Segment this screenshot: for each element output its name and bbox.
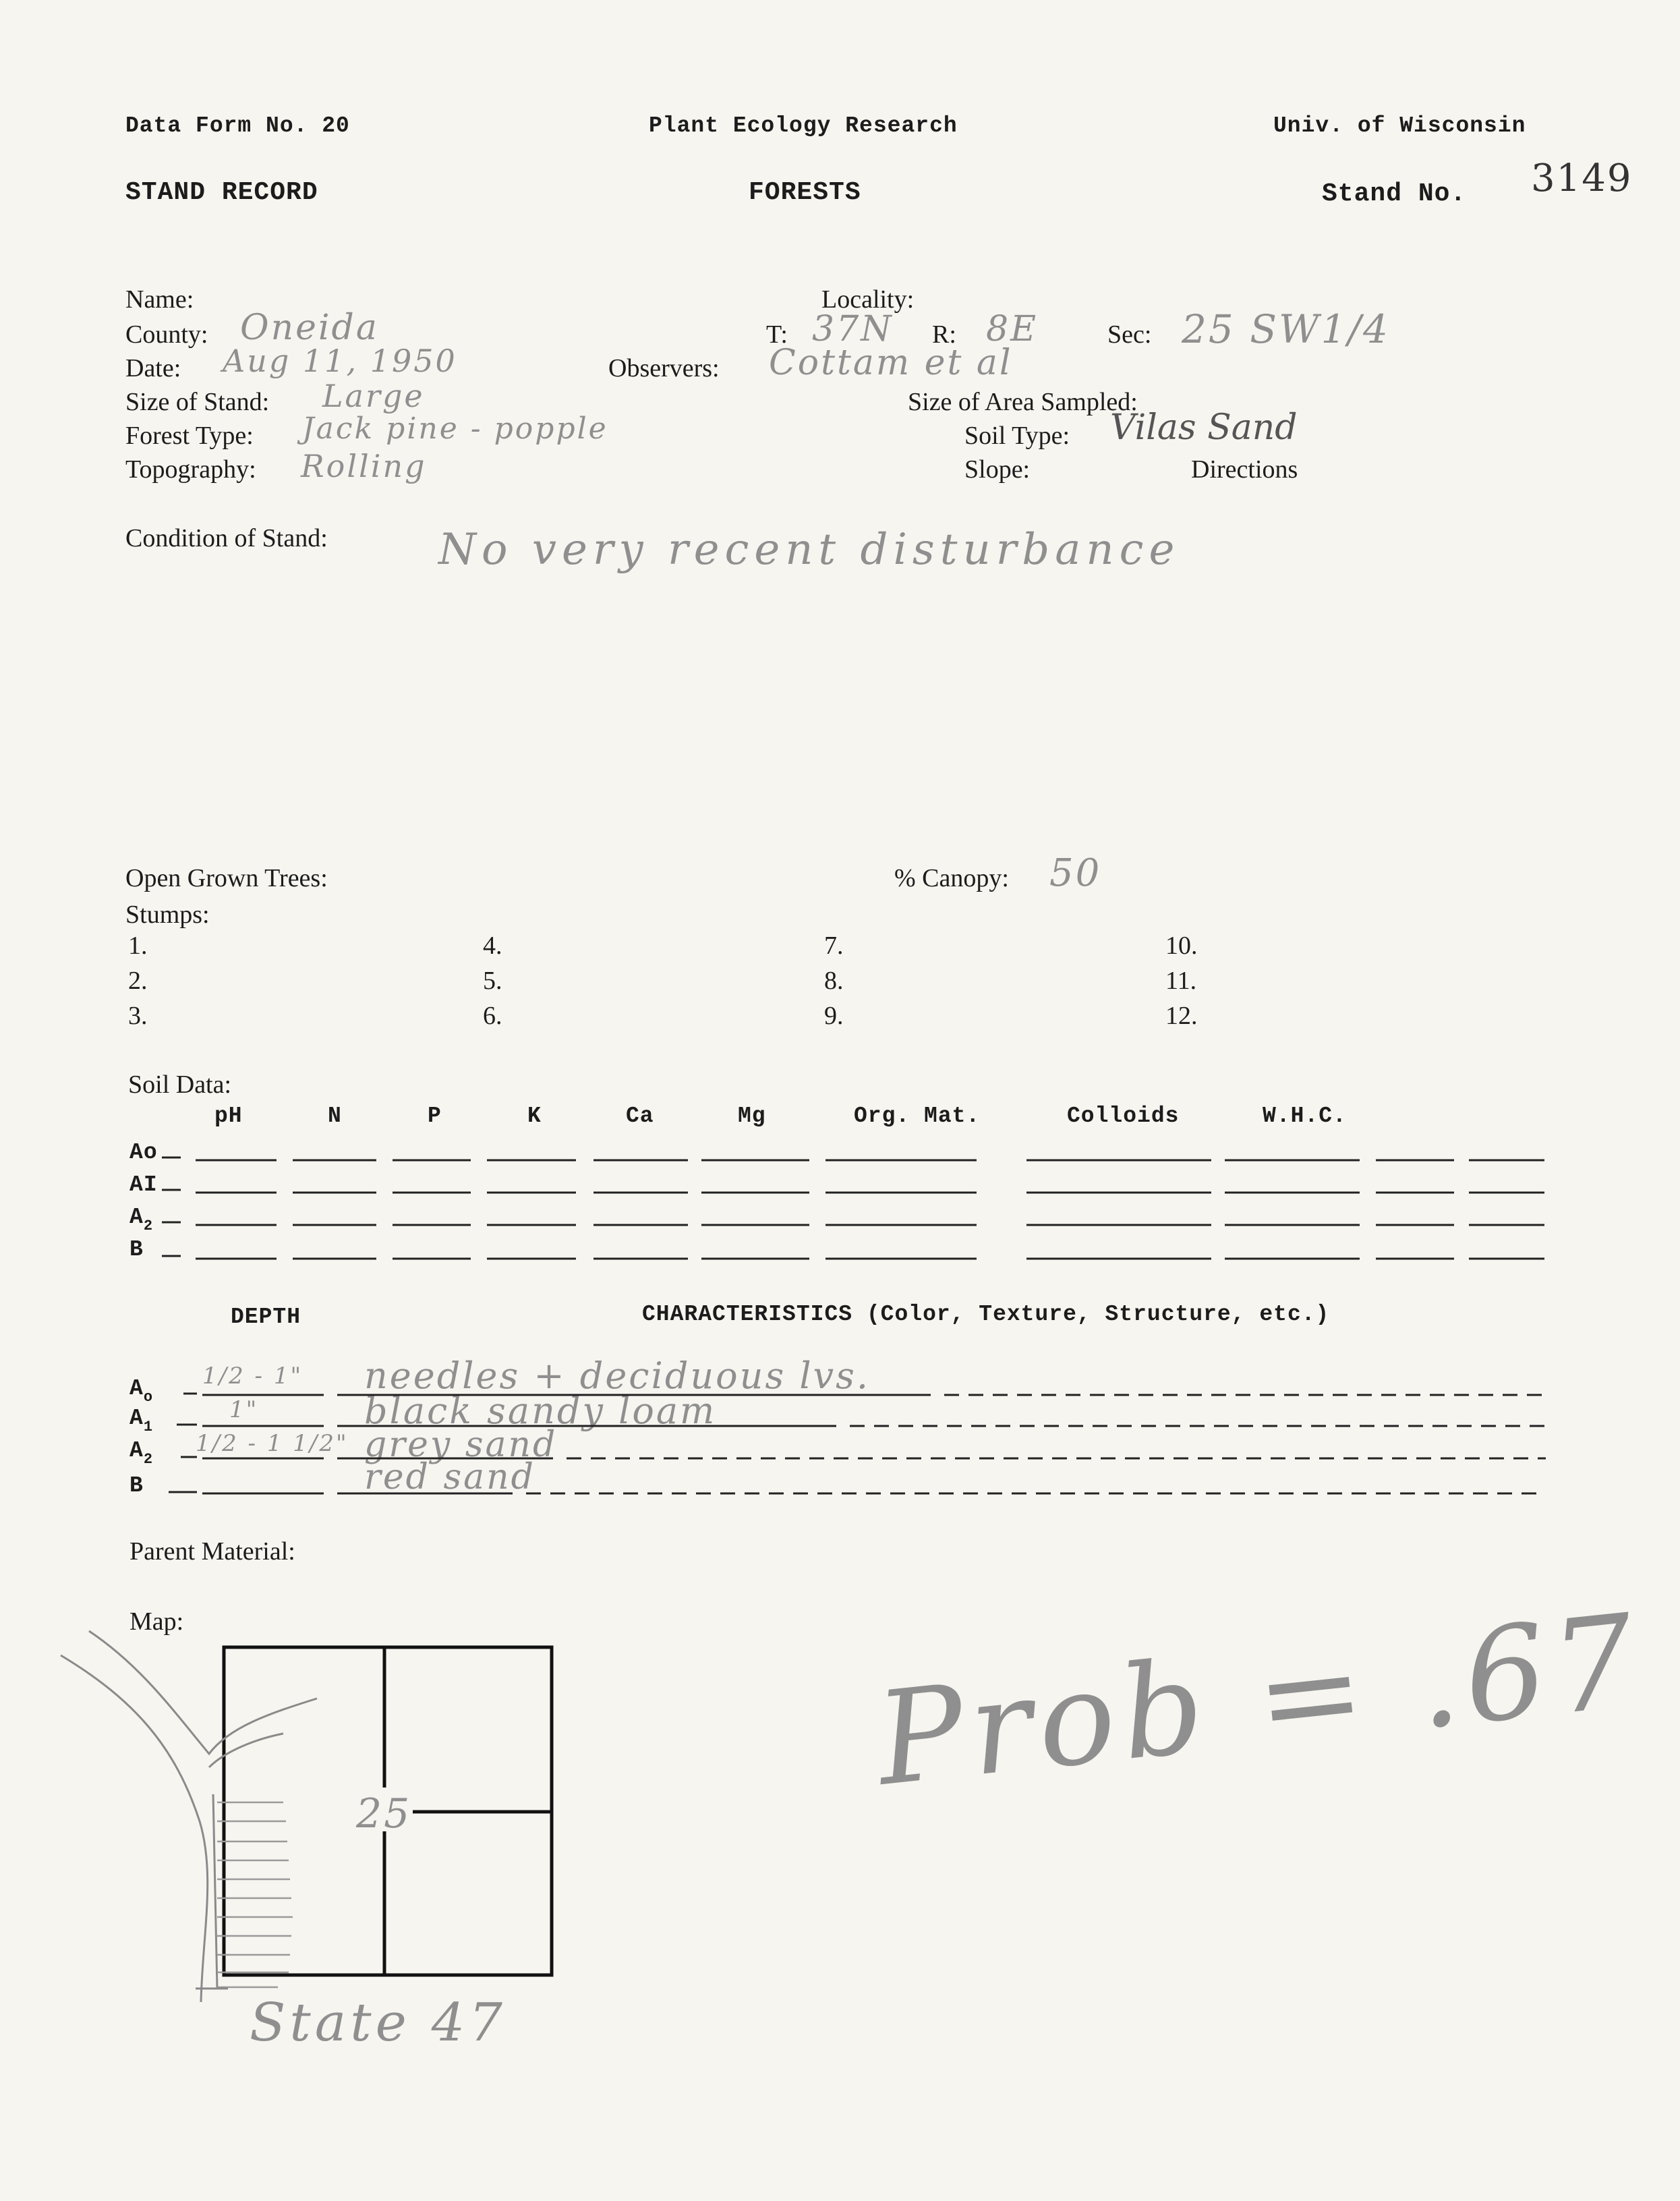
canopy-value: 50 xyxy=(1049,851,1102,895)
horizon-description: grey sand xyxy=(364,1425,558,1465)
probability-note: Prob = .67 xyxy=(870,1586,1648,1814)
date-label: Date: xyxy=(125,354,181,382)
soil-row-label: $A_2$ xyxy=(129,1205,154,1234)
section-label: Sec: xyxy=(1107,320,1152,349)
soil-row-label: Ao xyxy=(129,1140,158,1165)
condition-value: No very recent disturbance xyxy=(438,525,1180,575)
range-label: R: xyxy=(932,320,956,349)
stump-number: 2. xyxy=(128,967,148,995)
stump-number: 12. xyxy=(1165,1002,1198,1030)
horizon-depth: 1/2 - 1 1/2" xyxy=(196,1430,349,1457)
horizon-label: $A_2$ xyxy=(129,1438,154,1468)
horizon-label: $A_1$ xyxy=(129,1406,154,1435)
stump-number: 10. xyxy=(1165,932,1198,960)
depth-header: DEPTH xyxy=(231,1305,301,1330)
organization: Plant Ecology Research xyxy=(649,113,958,138)
county-value: Oneida xyxy=(240,308,379,348)
county-label: County: xyxy=(125,320,208,349)
soil-column-header: pH xyxy=(214,1104,243,1128)
topography-value: Rolling xyxy=(301,448,427,484)
record-title: STAND RECORD xyxy=(125,178,318,207)
topography-label: Topography: xyxy=(125,455,256,484)
soil-column-header: W.H.C. xyxy=(1263,1104,1347,1128)
horizon-description: red sand xyxy=(364,1457,535,1497)
stump-number: 7. xyxy=(824,932,844,960)
horizon-label: B xyxy=(129,1473,144,1498)
stand-number-value: 3149 xyxy=(1531,156,1633,200)
horizon-depth: 1" xyxy=(229,1396,259,1423)
soil-row-label: AI xyxy=(129,1172,158,1197)
horizon-description: black sandy loam xyxy=(364,1390,717,1432)
horizon-label: $A_o$ xyxy=(129,1376,154,1406)
characteristics-header: CHARACTERISTICS (Color, Texture, Structure, etc.) xyxy=(642,1302,1330,1327)
soil-type-value: Vilas Sand xyxy=(1110,407,1298,448)
soil-table-blanks xyxy=(162,1157,1544,1259)
stump-number: 3. xyxy=(128,1002,148,1030)
university: Univ. of Wisconsin xyxy=(1273,113,1526,138)
directions-label: Directions xyxy=(1191,455,1298,484)
range-value: 8E xyxy=(986,309,1039,349)
forest-type-value: Jack pine - popple xyxy=(302,411,608,446)
size-of-stand-value: Large xyxy=(322,378,425,414)
stand-number-label: Stand No. xyxy=(1322,179,1467,208)
observers-value: Cottam et al xyxy=(769,343,1013,383)
stump-number: 8. xyxy=(824,967,844,995)
horizon-description: needles + deciduous lvs. xyxy=(364,1354,870,1397)
stump-number: 6. xyxy=(483,1002,502,1030)
form-number: Data Form No. 20 xyxy=(125,113,350,138)
section-value: 25 SW1/4 xyxy=(1182,306,1390,352)
soil-column-header: Colloids xyxy=(1067,1104,1180,1128)
open-grown-trees-label: Open Grown Trees: xyxy=(125,864,328,892)
township-label: T: xyxy=(766,320,788,349)
stump-number: 11. xyxy=(1165,967,1197,995)
stump-number: 5. xyxy=(483,967,502,995)
area-sampled-label: Size of Area Sampled: xyxy=(908,388,1138,416)
township-value: 37N xyxy=(812,309,894,349)
stump-number: 4. xyxy=(483,932,502,960)
date-value: Aug 11, 1950 xyxy=(223,343,457,379)
slope-label: Slope: xyxy=(964,455,1031,484)
canopy-label: % Canopy: xyxy=(894,864,1009,892)
map-road-note: State 47 xyxy=(250,1993,506,2053)
locality-label: Locality: xyxy=(821,285,915,314)
horizon-blanks xyxy=(169,1394,1546,1493)
soil-column-header: Org. Mat. xyxy=(854,1104,981,1128)
soil-type-label: Soil Type: xyxy=(964,422,1070,450)
observers-label: Observers: xyxy=(608,354,720,382)
stump-number: 9. xyxy=(824,1002,844,1030)
map-label: Map: xyxy=(129,1607,184,1636)
size-of-stand-label: Size of Stand: xyxy=(125,388,270,416)
soil-column-header: P xyxy=(428,1104,442,1128)
map-sketch xyxy=(61,1631,552,2002)
soil-column-header: Mg xyxy=(738,1104,766,1128)
record-type: FORESTS xyxy=(749,178,861,207)
name-label: Name: xyxy=(125,285,194,314)
forest-type-label: Forest Type: xyxy=(125,422,254,450)
soil-column-header: K xyxy=(527,1104,542,1128)
soil-row-label: B xyxy=(129,1237,144,1262)
horizon-depth: 1/2 - 1" xyxy=(202,1363,303,1390)
condition-label: Condition of Stand: xyxy=(125,524,328,552)
soil-column-header: Ca xyxy=(626,1104,654,1128)
parent-material-label: Parent Material: xyxy=(129,1537,295,1566)
soil-column-header: N xyxy=(328,1104,342,1128)
soil-data-title: Soil Data: xyxy=(128,1070,232,1099)
stumps-label: Stumps: xyxy=(125,901,210,929)
map-section-note: 25 xyxy=(356,1790,412,1837)
stump-number: 1. xyxy=(128,932,148,960)
